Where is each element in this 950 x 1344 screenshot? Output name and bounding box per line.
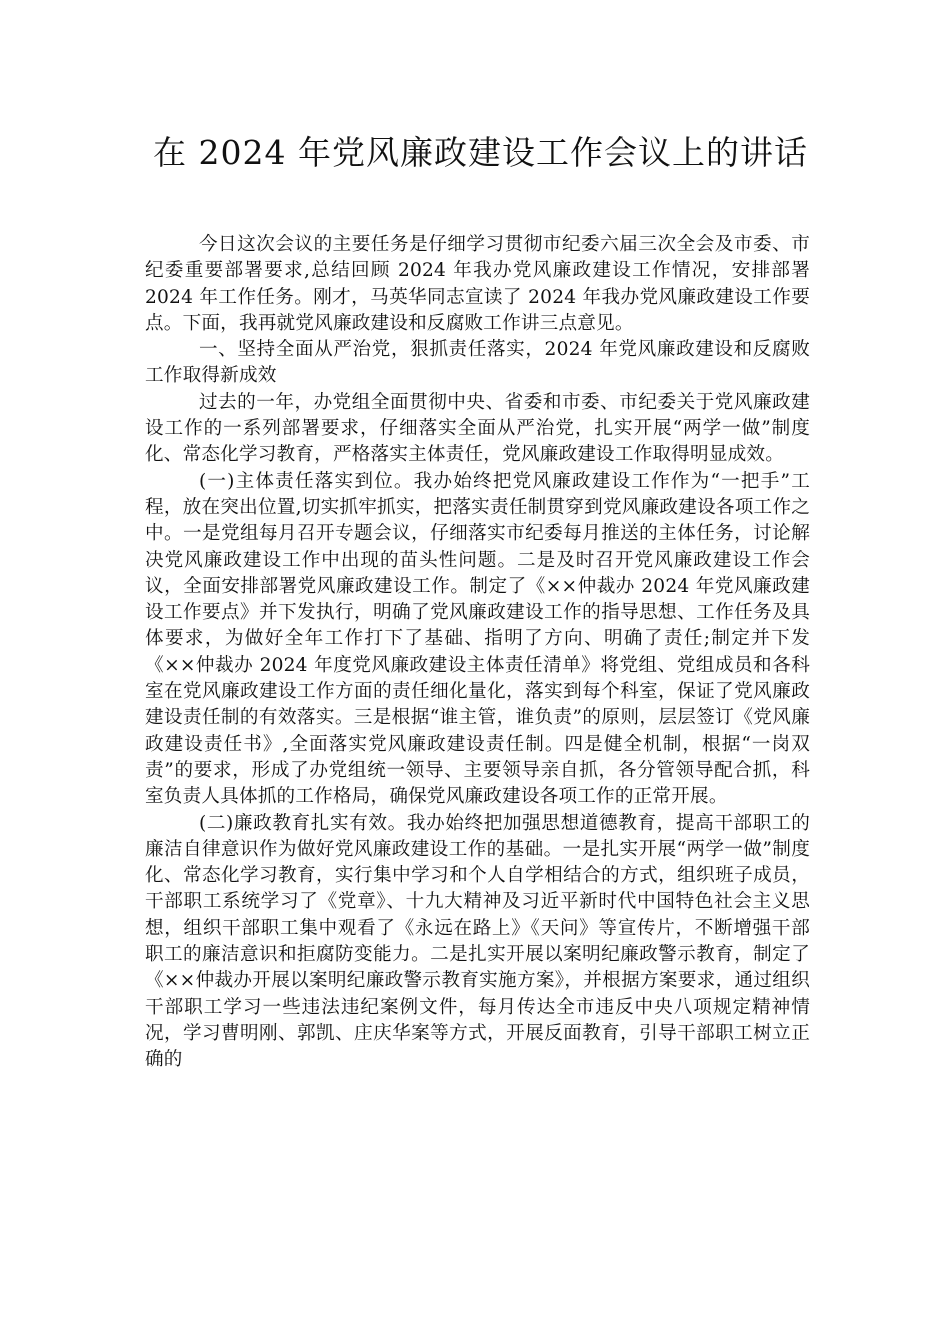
paragraph-education: (二)廉政教育扎实有效。我办始终把加强思想道德教育，提高干部职工的廉洁自律意识作为做好党风廉政建设工作的基础。一是扎实开展“两学一做”制度化、常态化学习教育，实行集中学习和个人自学相结合的方式，组织班子成员，干部职工系统学习了《党章》、十九大精神及习近平新时代中国特色社会主义思想，组织干部职工集中观看了《永远在路上》《天问》等宣传片，不断增强干部职工的廉洁意识和拒腐防变能力。二是扎实开展以案明纪廉政警示教育，制定了《××仲裁办开展以案明纪廉政警示教育实施方案》，并根据方案要求，通过组织干部职工学习一些违法违纪案例文件，每月传达全市违反中央八项规定精神情况，学习曹明刚、郭凯、庄庆华案等方式，开展反面教育，引导干部职工树立正确的 — [145, 812, 810, 1071]
document-title: 在 2024 年党风廉政建设工作会议上的讲话 — [153, 133, 808, 172]
paragraph-responsibility: (一)主体责任落实到位。我办始终把党风廉政建设工作作为“一把手”工程，放在突出位置,切实抓牢抓实，把落实责任制贯穿到党风廉政建设各项工作之中。一是党组每月召开专题会议，仔细落实市纪委每月推送的主体任务，讨论解决党风廉政建设工作中出现的苗头性问题。二是及时召开党风廉政建设工作会议，全面安排部署党风廉政建设工作。制定了《××仲裁办 2024 年党风廉政建设工作要点》并下发执行，明确了党风廉政建设工作的指导思想、工作任务及具体要求，为做好全年工作打下了基础、指明了方向、明确了责任;制定并下发《××仲裁办 2024 年度党风廉政建设主体责任清单》将党组、党组成员和各科室在党风廉政建设工作方面的责任细化量化，落实到每个科室，保证了党风廉政建设责任制的有效落实。三是根据“谁主管，谁负责”的原则，层层签订《党风廉政建设责任书》,全面落实党风廉政建设责任制。四是健全机制，根据“一岗双责”的要求，形成了办党组统一领导、主要领导亲自抓，各分管领导配合抓，科室负责人具体抓的工作格局，确保党风廉政建设各项工作的正常开展。 — [145, 470, 810, 808]
paragraph-review: 过去的一年，办党组全面贯彻中央、省委和市委、市纪委关于党风廉政建设工作的一系列部署要求，仔细落实全面从严治党，扎实开展“两学一做”制度化、常态化学习教育，严格落实主体责任，党风廉政建设工作取得明显成效。 — [145, 391, 810, 466]
paragraph-intro: 今日这次会议的主要任务是仔细学习贯彻市纪委六届三次全会及市委、市纪委重要部署要求,总结回顾 2024 年我办党风廉政建设工作情况，安排部署 2024 年工作任务。刚才，马英华同志宣读了 2024 年我办党风廉政建设工作要点。下面，我再就党风廉政建设和反腐败工作讲三点意见。 — [145, 234, 810, 334]
paragraph-section-heading-1: 一、坚持全面从严治党，狠抓责任落实，2024 年党风廉政建设和反腐败工作取得新成效 — [145, 339, 810, 387]
